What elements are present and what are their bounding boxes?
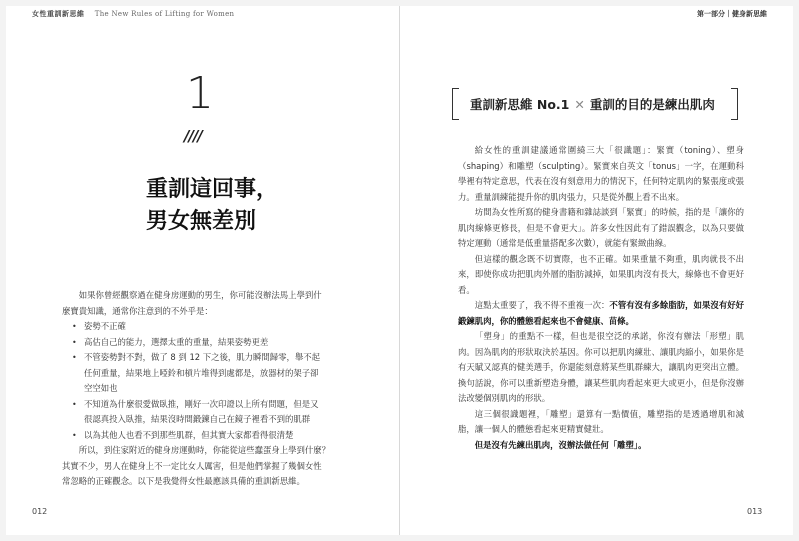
rule-number: 重訓新思維 No.1 (470, 97, 570, 112)
intro-line: 麼寶貴知識，通常你注意到的不外乎是： (62, 305, 213, 316)
list-item: • 姿勢不正確 (62, 319, 352, 335)
bullet-dot-icon: • (72, 430, 77, 440)
book-subtitle: The New Rules of Lifting for Women (94, 10, 235, 18)
paragraph: 這三個很識題裡，「雕塑」還算有一點價值，雕塑指的是透過增肌和減脂，讓一個人的體態看起來更精實健壯。 (458, 408, 744, 434)
list-item: • 不管姿勢對不對，做了 8 到 12 下之後，肌力瞬間歸零，舉不起 任何重量，結果地上啞鈴和槓片堆得到處都是，放器材的架子卻 空空如也 (72, 352, 321, 393)
paragraph (458, 438, 744, 454)
running-header-right: 第一部分｜健身新思維 (697, 10, 767, 18)
book-title: 女性重訓新思維 (32, 10, 85, 18)
outro-line: 其實不少，男人在健身上不一定比女人厲害，但是他們掌握了幾個女性 (62, 460, 322, 471)
bullet-dot-icon: • (72, 322, 77, 331)
emphasis-text: 有好好鍛鍊肌肉，你的體態看起來也不會健康、苗條。 (458, 300, 745, 326)
bullet-dot-icon: • (72, 337, 77, 347)
bullet-list (62, 319, 352, 443)
bracket-right-icon (731, 88, 738, 120)
list-item: • 以為其他人也看不到那些肌群，但其實大家都看得很清楚 (62, 428, 352, 444)
outro-line: 常忽略的正確觀念。以下是我覺得女性最應該具備的重訓新思維。 (62, 476, 305, 486)
paragraph: 「塑身」的重點不一樣，但也是很空泛的承諾，你沒有辦法「形塑」肌肉。因為肌肉的形狀取決於基因。你可以把肌肉練壯、讓肌肉縮小，如果你是有天賦又認真的健美選手，你還能刻意將某些肌群練大，讓肌肉更突出立體。換句話說，你可以重新塑造身體，讓某些肌肉看起來更大或更小，但是你沒辦法改變個別肌肉的形狀。 (458, 331, 745, 403)
chapter-title-line2: 男女無差別 (146, 209, 257, 234)
paragraph: 這點太重要了，我不得不重複一次：不管有沒有多餘脂肪，如果沒有好好鍛鍊肌肉，你的體態看起來也不會健康、苗條。 (458, 300, 745, 326)
bracket-left-icon (452, 88, 459, 120)
slash-ornament: //// (184, 127, 202, 145)
right-body-text (458, 143, 744, 453)
emphasis-text: 但是沒有先練出肌肉，沒辦法做任何「雕塑」。 (474, 439, 647, 450)
paragraph: 給女性的重訓建議通常圍繞三大「很識題」：緊實（toning）、塑身（shaping）和雕塑（sculpting）。緊實來自英文「tonus」一字，在運動科學裡有特定意思，代表在沒有刻意用力的情況下，任何特定肌肉的緊張度或張力。重量訓練能提升你的肌肉張力，只是從外觀上看不出來。 (458, 145, 745, 202)
chapter-title (146, 174, 278, 238)
chapter-number: 1 (186, 68, 214, 119)
rule-title: 重訓的目的是練出肌肉 (589, 97, 715, 112)
paragraph: 坊間為女性所寫的健身書籍和雜誌談到「緊實」的時候，指的是「讓你的肌肉線條更修長，但是不會更大」。許多女性因此有了錯誤觀念，以為只要做特定運動（通常是低重量搭配多次數），就能有緊緻曲線。 (458, 207, 745, 248)
list-item: • 高估自己的能力，選擇太重的重量，結果姿勢更差 (62, 335, 352, 351)
running-header-left (32, 9, 234, 19)
emphasis-text: 不管有沒有多餘脂肪，如果沒 (609, 300, 719, 310)
cross-icon: ✕ (574, 97, 585, 112)
page-number-left: 012 (32, 507, 48, 516)
list-item: • 不知道為什麼很愛做臥推，剛好一次印證以上所有問題，但是又 很認真投入臥推，結果沒時間鍛鍊自己在鏡子裡看不到的肌群 (72, 398, 319, 424)
intro-line: 如果你曾經觀察過在健身房運動的男生，你可能沒辦法馬上學到什 (78, 290, 322, 300)
page-number-right: 013 (747, 507, 763, 516)
bullet-dot-icon: • (72, 353, 77, 362)
page-gutter (399, 6, 400, 535)
outro-line: 所以，到住家附近的健身房運動時，你能從這些蠢蛋身上學到什麼？ (78, 445, 331, 455)
rule-headline-box (452, 88, 738, 120)
bullet-dot-icon: • (72, 399, 77, 409)
left-body-text (62, 288, 352, 490)
rule-headline (470, 95, 715, 113)
paragraph: 但這樣的觀念既不切實際，也不正確。如果重量不夠重，肌肉就長不出來，即使你成功把肌肉外層的脂肪減掉，如果肌肉沒有長大，線條也不會更好看。 (458, 253, 745, 295)
chapter-title-line1: 重訓這回事， (146, 177, 279, 202)
